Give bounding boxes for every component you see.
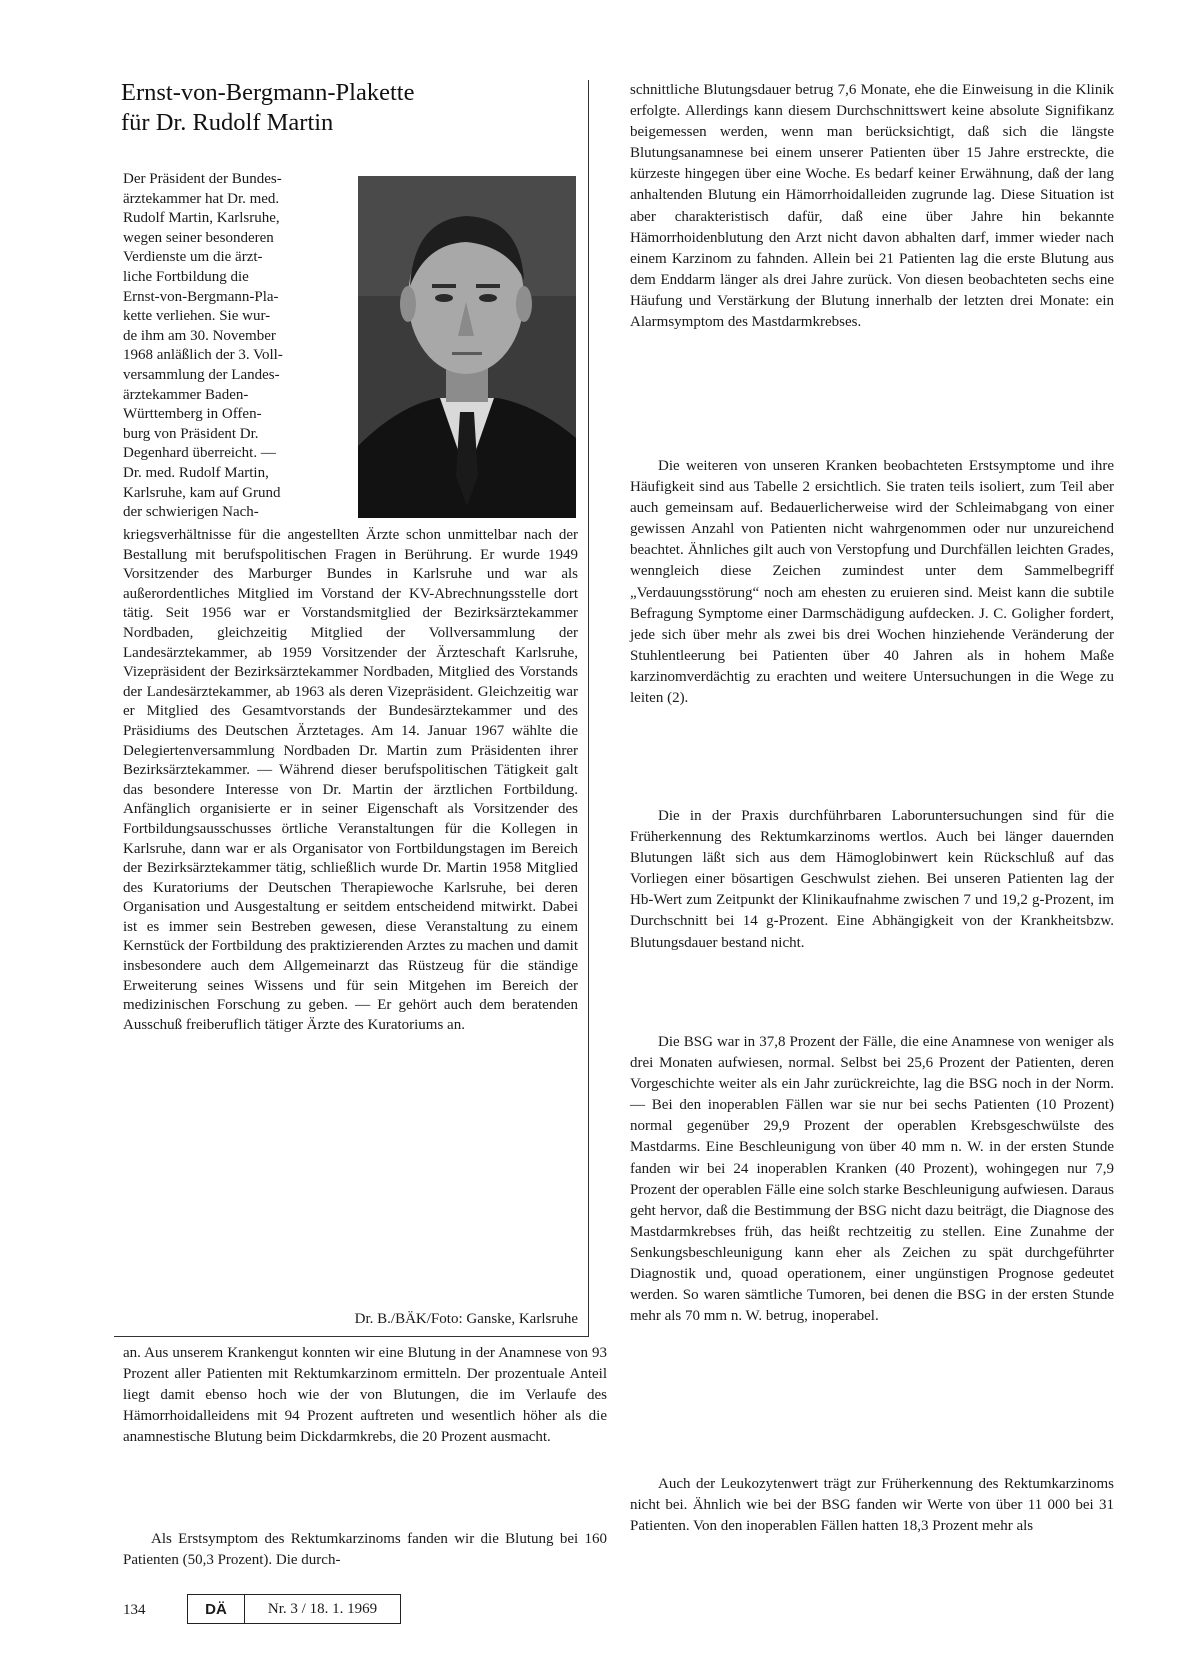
right-col-paragraph-5: Auch der Leukozytenwert trägt zur Früherkennung des Rektumkarzinoms nicht bei. Ähnlich wie bei der BSG fanden wir Werte von über 11 000 bei 31 Patienten. Von den inoperablen Fällen hatten 18,3 Prozent mehr als [630, 1476, 1114, 1535]
intro-line: 1968 anläßlich der 3. Voll- [123, 347, 283, 364]
intro-line: Karlsruhe, kam auf Grund [123, 484, 281, 501]
intro-line: liche Fortbildung die [123, 268, 249, 285]
issue-label: Nr. 3 / 18. 1. 1969 [267, 1600, 378, 1617]
intro-line: de ihm am 30. November [123, 327, 276, 344]
right-col-paragraph-3: Die in der Praxis durchführbaren Laboruntersuchungen sind für die Früherkennung des Rektumkarzinoms wertlos. Auch bei länger dauernden Blutungen läßt sich aus dem Hämoglobinwert kein Rückschluß auf das Vorliegen einer bösartigen Geschwulst ziehen. Bei unseren Patienten lag der Hb-Wert zum Zeitpunkt der Klinikaufnahme zwischen 7 und 19,2 g-Prozent, im Durchschnitt bei 14 g-Prozent. Eine Abhängigkeit von der Krankheitsbzw. Blutungsdauer bestand nicht. [630, 808, 1114, 951]
headline-line-1: Ernst-von-Bergmann-Plakette [121, 79, 415, 106]
intro-line: wegen seiner besonderen [123, 229, 274, 246]
portrait-photo [358, 176, 576, 518]
page-number: 134 [123, 1602, 146, 1618]
portrait-icon [358, 176, 576, 518]
intro-line: Dr. med. Rudolf Martin, [123, 464, 269, 481]
intro-line: Württemberg in Offen- [123, 406, 262, 423]
award-body-text: kriegsverhältnisse für die angestellten Ärzte schon unmittelbar nach der Bestallung mit berufspolitischen Fragen in Berührung. Er wurde 1949 Vorsitzender des Marburger Bundes in Karlsruhe und war als außerordentliches Mitglied im Vorstand der KV-Abrechnungsstelle dort tätig. Seit 1956 war er Vorstandsmitglied der Bezirksärztekammer Nordbaden, gleichzeitig Mitglied der Vollversammlung der Landesärztekammer, ab 1959 Vorsitzender der Ärzteschaft Karlsruhe, Vizepräsident der Bezirksärztekammer Nordbaden, Mitglied des Vorstands der Landesärztekammer, ab 1963 als deren Vizepräsident. Gleichzeitig war er Mitglied des Gesamtvorstands der Bundesärztekammer und des Präsidiums des Deutschen Ärztetages. Am 14. Januar 1967 wählte die Delegiertenversammlung Nordbaden Dr. Martin zum Präsidenten ihrer Bezirksärztekammer. — Während dieser berufspolitischen Tätigkeit galt das besondere Interesse von Dr. Martin der ärztlichen Fortbildung. Anfänglich organisierte er in seiner Eigenschaft als Vorsitzender des Fortbildungsausschusses örtliche Veranstaltungen für die Kollegen in Karlsruhe, dann war er als Organisator von Fortbildungstagen im Bereich der Bezirksärztekammer tätig, schließlich wurde Dr. Martin 1958 Mitglied des Kuratoriums der Deutschen Therapiewoche Karlsruhe, bei deren Organisation und Ausgestaltung er seitdem entscheidend mitwirkt. Dabei ist es immer sein Bestreben gewesen, diese Veranstaltung zu einem Kernstück der Fortbildung des praktizierenden Arztes zu machen und damit insbesondere auch dem Allgemeinarzt das Rüstzeug für die ständige Erweiterung seines Wissens und für sein Mitgehen im Bereich der medizinischen Forschung zu geben. — Er gehört auch dem beratenden Ausschuß freiberuflich tätiger Ärzte des Kuratoriums an. [123, 527, 578, 1033]
intro-text [123, 170, 349, 523]
article-headline [121, 78, 591, 138]
box-divider-vertical [588, 80, 589, 1336]
intro-line: versammlung der Landes- [123, 366, 280, 383]
right-col-paragraph-1: schnittliche Blutungsdauer betrug 7,6 Monate, ehe die Einweisung in die Klinik erfolgte. Allerdings kann diesem Durchschnittswert keine absolute Signifikanz beigemessen werden, wenn man berücksichtigt, daß sich die längste Blutungsanamnese bei einem unserer Patienten über 15 Jahre erstreckte, die kürzeste hingegen über eine Woche. Es bedarf keiner Erwähnung, daß der lang anhaltenden Blutung ein Hämorrhoidalleiden zugrunde lag. Diese Situation ist aber charakteristisch dafür, daß eine über Jahre hin bekannte Hämorrhoidenblutung den Arzt nicht davon abhalten darf, immer wieder nach einem Karzinom zu fahnden. Allein bei 21 Patienten lag die erste Blutung aus dem Enddarm länger als drei Jahre zurück. Von diesen beobachteten sechs eine Häufung und Verstärkung der Blutung innerhalb der letzten drei Monate: ein Alarmsymptom des Mastdarmkrebses. [630, 82, 1114, 331]
right-col-paragraph-4: Die BSG war in 37,8 Prozent der Fälle, die eine Anamnese von weniger als drei Monaten aufwiesen, normal. Selbst bei 25,6 Prozent der Patienten, deren Vorgeschichte weiter als ein Jahr zurückreichte, lag die BSG noch in der Norm. — Bei den inoperablen Fällen war sie nur bei sechs Patienten (10 Prozent) normal gegenüber 29,9 Prozent der operablen Krebsgeschwülste des Mastdarms. Eine Beschleunigung von über 40 mm n. W. in der ersten Stunde fanden wir bei 24 inoperablen Kranken (40 Prozent), wohingegen nur 7,9 Prozent der operablen Fälle eine solch starke Beschleunigung aufwiesen. Daraus geht hervor, daß die Bestimmung der BSG nicht dazu beiträgt, die Diagnose des Mastdarmkrebses früh, das heißt rechtzeitig zu stellen. Eine Zunahme der Senkungsbeschleunigung kann eher als Zeichen zu spät durchgeführter Diagnostik und, quoad operationem, einer ungünstigen Prognose gedeutet werden. So waren sämtliche Tumoren, bei denen die BSG in der ersten Stunde mehr als 70 mm n. W. betrug, inoperabel. [630, 1034, 1114, 1325]
intro-line: Ernst-von-Bergmann-Pla- [123, 288, 279, 305]
intro-line: der schwierigen Nach- [123, 504, 259, 521]
box-divider-horizontal [114, 1336, 589, 1337]
intro-line: Rudolf Martin, Karlsruhe, [123, 210, 280, 227]
intro-line: ärztekammer hat Dr. med. [123, 190, 280, 207]
right-col-paragraph-2: Die weiteren von unseren Kranken beobachteten Erstsymptome und ihre Häufigkeit sind aus Tabelle 2 ersichtlich. Sie traten teils isoliert, zum Teil aber auch gemeinsam auf. Bedauerlicherweise wird der Schleimabgang von einer gewissen Anzahl von Patienten nicht wahrgenommen oder nur unzureichend beachtet. Ähnliches gilt auch von Verstopfung und Durchfällen leichten Grades, wenngleich diese Zeichen zumindest unter dem Sammelbegriff „Verdauungsstörung“ noch am ehesten zu eruieren sind. Meist kann die subtile Befragung Symptome einer Darmschädigung aufdecken. J. C. Goligher fordert, jede sich über mehr als zwei bis drei Wochen hinziehende Veränderung der Stuhlentleerung bei Patienten über 40 Jahren als in hohem Maße karzinomverdächtig zu erachten und weitere Untersuchungen in die Wege zu leiten (2). [630, 458, 1114, 707]
intro-line: Verdienste um die ärzt- [123, 249, 263, 266]
journal-logo: DÄ [188, 1595, 245, 1623]
photo-credit: Dr. B./BÄK/Foto: Ganske, Karlsruhe [354, 1311, 578, 1327]
intro-line: kette verliehen. Sie wur- [123, 308, 271, 325]
left-col-paragraph-1: an. Aus unserem Krankengut konnten wir eine Blutung in der Anamnese von 93 Prozent aller Patienten mit Rektumkarzinom ermitteln. Der prozentuale Anteil liegt damit ebenso hoch wie der von Blutungen, die im Verlaufe des Hämorrhoidalleidens mit 94 Prozent auftreten und wesentlich höher als die anamnestische Blutung beim Dickdarmkrebs, die 20 Prozent ausmacht. [123, 1345, 607, 1446]
intro-line: Der Präsident der Bundes- [123, 171, 282, 187]
intro-line: ärztekammer Baden- [123, 386, 249, 403]
headline-line-2: für Dr. Rudolf Martin [121, 109, 334, 136]
left-col-paragraph-2: Als Erstsymptom des Rektumkarzinoms fanden wir die Blutung bei 160 Patienten (50,3 Prozent). Die durch- [123, 1531, 607, 1569]
intro-line: burg von Präsident Dr. [123, 425, 259, 442]
intro-line: Degenhard überreicht. — [123, 445, 276, 462]
journal-footer-box [187, 1594, 401, 1624]
